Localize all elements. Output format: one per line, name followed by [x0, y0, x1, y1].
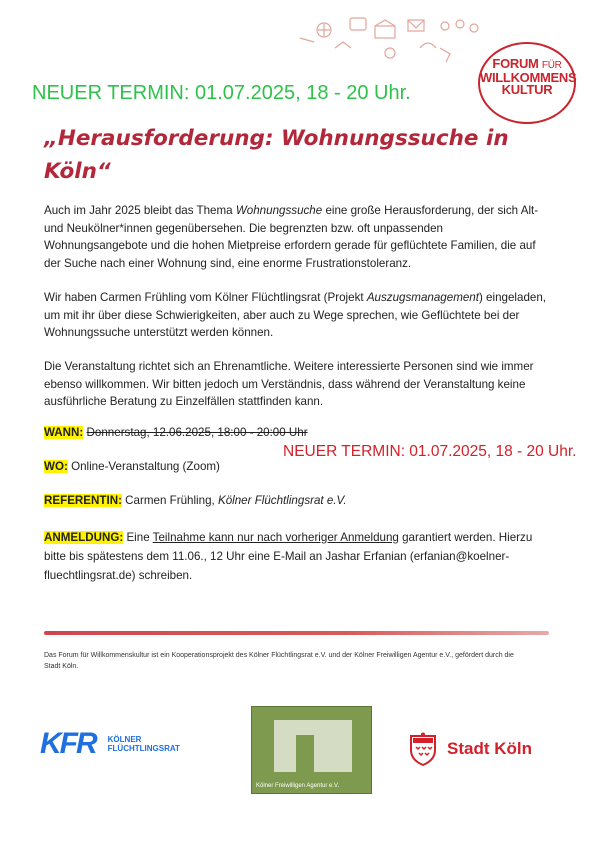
kfa-logo [251, 706, 372, 794]
new-date-notice-top: NEUER TERMIN: 01.07.2025, 18 - 20 Uhr. [32, 82, 411, 104]
divider [44, 631, 549, 635]
kfr-text [108, 735, 180, 753]
p2-text-a: Wir haben Carmen Frühling vom Kölner Flüchtlingsrat (Projekt [44, 291, 367, 304]
new-date-notice-mid: NEUER TERMIN: 01.07.2025, 18 - 20 Uhr. [283, 443, 577, 460]
page-title: „Herausforderung: Wohnungssuche in Köln“ [44, 126, 509, 184]
wo-line [44, 460, 220, 473]
referentin-name: Carmen Frühling, [125, 494, 218, 507]
forum-willkommenskultur-logo [478, 42, 576, 124]
anmeldung-block [44, 528, 554, 585]
kfa-bar [296, 735, 314, 775]
kfr-line1: KÖLNER [107, 735, 142, 744]
anmeldung-text-a: Eine [126, 531, 153, 544]
wann-line [44, 426, 308, 439]
p1-text-a: Auch im Jahr 2025 bleibt das Thema [44, 204, 236, 217]
stadt-koeln-logo [409, 732, 532, 766]
logo-willkommens: WILLKOMMENS [480, 70, 577, 85]
wo-value: Online-Veranstaltung (Zoom) [71, 460, 220, 473]
logo-forum: FORUM [492, 56, 539, 71]
p2-text-b: ) eingeladen, um mit ihr über diese Schwierigkeiten, aber auch zu Wege sprechen, wie Geflüchtete bei der Wohnungssuche unterstützt werden können. [44, 291, 547, 339]
wo-label: WO: [44, 460, 68, 473]
referentin-line [44, 494, 347, 507]
p2-emphasis: Auszugsmanagement [366, 291, 479, 304]
anmeldung-label: ANMELDUNG: [44, 531, 124, 544]
paragraph-audience: Die Veranstaltung richtet sich an Ehrenamtliche. Weitere interessierte Personen sind wie immer ebenso willkommen. Wir bitten jedoch um Verständnis, dass während der Veranstaltung keine ausführliche Beratung zu Einzelfällen stattfinden kann. [44, 360, 534, 408]
wann-label: WANN: [44, 426, 84, 439]
logo-kultur: KULTUR [501, 82, 553, 97]
p1-emphasis: Wohnungssuche [235, 204, 323, 217]
p1-text-b: eine große Herausforderung, der sich Alt- und Neukölner*innen gegenübersehen. Die begrenzten bzw. oft unpassenden Wohnungsangebote und die hohen Mietpreise erfordern gerade für geflüchtete Familien, die auf der Suche nach einer Wohnung sind, eine enorme Frustrationstoleranz. [44, 204, 539, 270]
paragraph-intro [44, 202, 549, 272]
logo-fuer: FÜR [541, 60, 562, 71]
kfr-mark: KFR [40, 727, 96, 760]
kfr-line2: FLÜCHTLINGSRAT [107, 744, 180, 753]
anmeldung-underlined: Teilnahme kann nur nach vorheriger Anmeldung [152, 531, 399, 544]
koeln-label: Stadt Köln [447, 739, 532, 758]
paragraph-speaker [44, 289, 549, 342]
koeln-crest-icon [409, 732, 437, 766]
footnote: Das Forum für Willkommenskultur ist ein Kooperationsprojekt des Kölner Flüchtlingsrat e.V. und der Kölner Freiwilligen Agentur e.V., gefördert durch die Stadt Köln. [44, 652, 514, 670]
referentin-org: Kölner Flüchtlingsrat e.V. [217, 494, 347, 507]
wann-old-date: Donnerstag, 12.06.2025, 18:00 - 20:00 Uhr [86, 426, 308, 439]
kfa-label: Kölner Freiwilligen Agentur e.V. [256, 783, 340, 789]
kfr-logo [40, 728, 180, 760]
referentin-label: REFERENTIN: [44, 494, 122, 507]
decorative-icons [290, 8, 490, 78]
anmeldung-text-b: garantiert werden. Hierzu bitte bis spätestens dem 11.06., 12 Uhr eine E-Mail an Jashar Erfanian (erfanian@koelner-fluechtlingsrat.de) schreiben. [44, 531, 533, 582]
